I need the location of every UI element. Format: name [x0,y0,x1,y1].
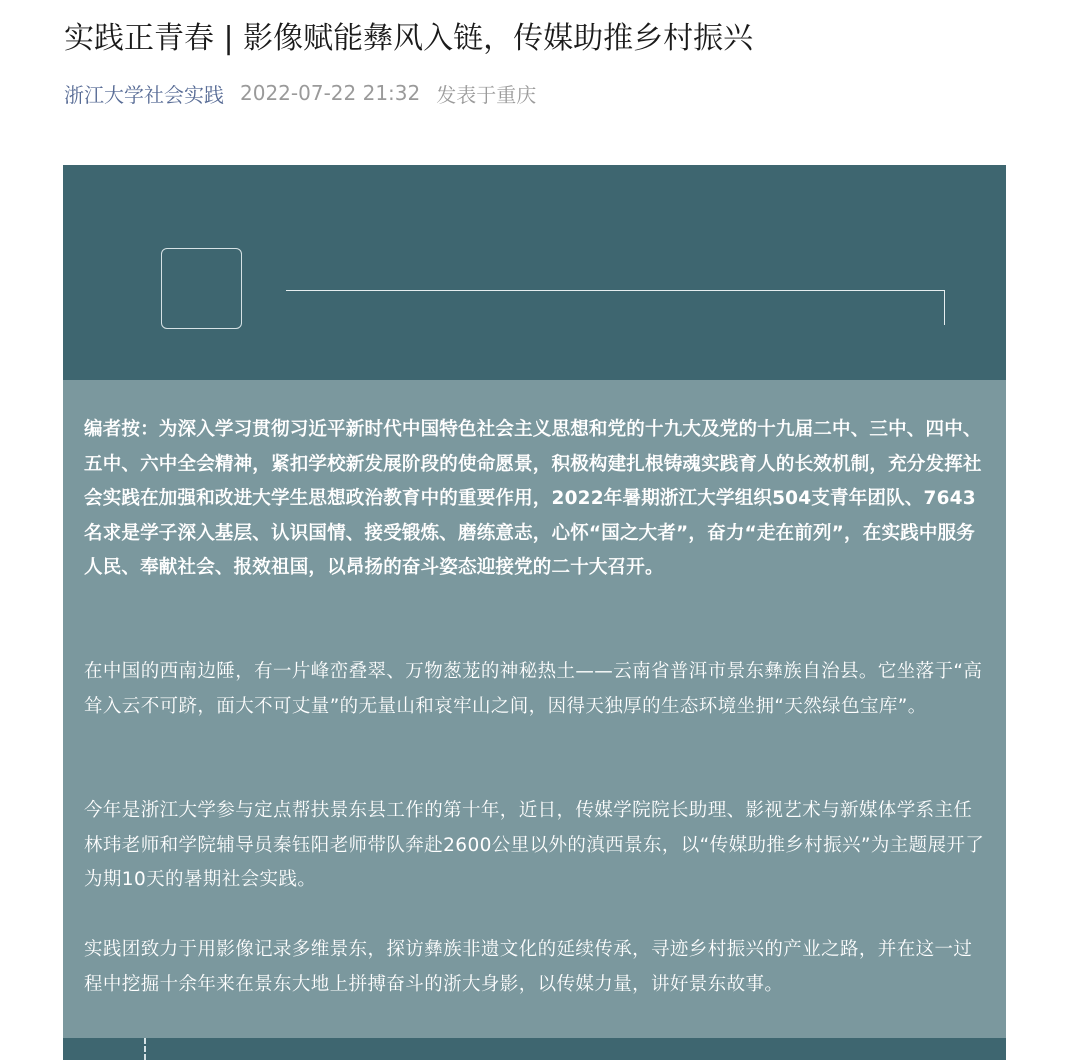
publish-date: 2022-07-22 21:32 [240,81,421,105]
banner-line-decoration [286,290,945,325]
mission-paragraph: 实践团致力于用影像记录多维景东，探访彝族非遗文化的延续传承，寻迹乡村振兴的产业之路，并在这一过程中挖掘十余年来在景东大地上拼搏奋斗的浙大身影，以传媒力量，讲好景东故事。 [84,939,973,995]
background-paragraph: 今年是浙江大学参与定点帮扶景东县工作的第十年，近日，传媒学院院长助理、影视艺术与新媒体学系主任林玮老师和学院辅导员秦钰阳老师带队奔赴2600公里以外的滇西景东，以“传媒助推乡村振兴”为主题展开了为期10天的暑期社会实践。 [84,800,985,890]
banner-square-decoration [161,248,242,329]
article-content [63,380,1006,1038]
article-title: 实践正青春 | 影像赋能彝风入链，传媒助推乡村振兴 [64,21,754,56]
author-link[interactable]: 浙江大学社会实践 [64,82,224,107]
header-banner [63,165,1006,380]
publish-location: 发表于重庆 [436,82,537,107]
footer-banner [63,1038,1006,1060]
editor-note-paragraph: 编者按：为深入学习贯彻习近平新时代中国特色社会主义思想和党的十九大及党的十九届二中、三中、四中、五中、六中全会精神，紧扣学校新发展阶段的使命愿景，积极构建扎根铸魂实践育人的长效机制，充分发挥社会实践在加强和改进大学生思想政治教育中的重要作用，2022年暑期浙江大学组织504支青年团队、7643名求是学子深入基层、认识国情、接受锻炼、磨练意志，心怀“国之大者”，奋力“走在前列”，在实践中服务人民、奉献社会、报效祖国，以昂扬的奋斗姿态迎接党的二十大召开。 [84,419,982,578]
article-meta [64,76,536,110]
footer-dash-decoration [144,1038,146,1060]
intro-paragraph: 在中国的西南边陲，有一片峰峦叠翠、万物葱茏的神秘热土——云南省普洱市景东彝族自治县。它坐落于“高耸入云不可跻，面大不可丈量”的无量山和哀牢山之间，因得天独厚的生态环境坐拥“天然绿色宝库”。 [84,661,983,717]
